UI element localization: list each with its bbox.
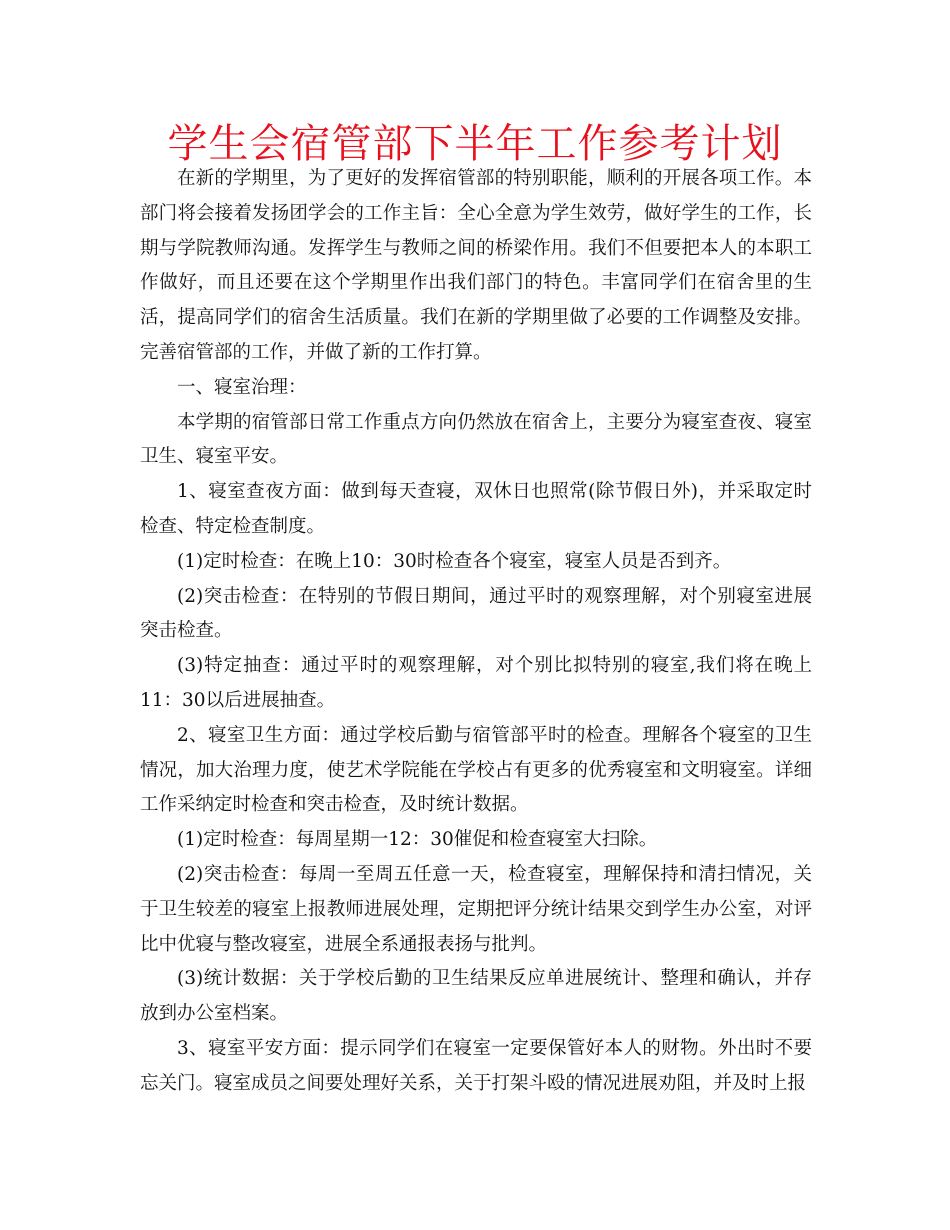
- paragraph-dorm-overview: 本学期的宿管部日常工作重点方向仍然放在宿舍上，主要分为寝室查夜、寝室卫生、寝室平安。: [140, 411, 812, 468]
- paragraph-night-check-spot: (3)特定抽查：通过平时的观察理解，对个别比拟特别的寝室,我们将在晚上11：30以后进展抽查。: [140, 655, 812, 711]
- paragraph-hygiene-surprise: (2)突击检查：每周一至周五任意一天，检查寝室，理解保持和清扫情况，关于卫生较差的寝室上报教师进展处理，定期把评分统计结果交到学生办公室，对评比中优寝与整改寝室，进展全系通报表扬与批判。: [140, 863, 812, 955]
- paragraph-night-check: 1、寝室查夜方面：做到每天查寝，双休日也照常(除节假日外)，并采取定时检查、特定检查制度。: [140, 481, 812, 537]
- paragraph-hygiene-scheduled: (1)定时检查：每周星期一12：30催促和检查寝室大扫除。: [177, 829, 658, 851]
- paragraph-safety: 3、寝室平安方面：提示同学们在寝室一定要保管好本人的财物。外出时不要忘关门。寝室成员之间要处理好关系，关于打架斗殴的情况进展劝阻，并及时上报: [140, 1037, 812, 1094]
- paragraph-night-check-surprise: (2)突击检查：在特别的节假日期间，通过平时的观察理解，对个别寝室进展突击检查。: [140, 585, 812, 642]
- document-body: [140, 162, 812, 1102]
- paragraph-hygiene: 2、寝室卫生方面：通过学校后勤与宿管部平时的检查。理解各个寝室的卫生情况，加大治理力度，使艺术学院能在学校占有更多的优秀寝室和文明寝室。详细工作采纳定时检查和突击检查，及时统计数据。: [140, 724, 812, 816]
- section-heading-dorm-management: 一、寝室治理：: [177, 376, 307, 398]
- paragraph-hygiene-statistics: (3)统计数据：关于学校后勤的卫生结果反应单进展统计、整理和确认，并存放到办公室档案。: [140, 968, 812, 1025]
- paragraph-night-check-scheduled: (1)定时检查：在晚上10：30时检查各个寝室，寝室人员是否到齐。: [177, 550, 732, 572]
- document-title: 学生会宿管部下半年工作参考计划: [167, 121, 783, 167]
- paragraph-intro: 在新的学期里，为了更好的发挥宿管部的特别职能，顺利的开展各项工作。本部门将会接着发扬团学会的工作主旨：全心全意为学生效劳，做好学生的工作，长期与学院教师沟通。发挥学生与教师之间的桥梁作用。我们不但要把本人的本职工作做好，而且还要在这个学期里作出我们部门的特色。丰富同学们在宿舍里的生活，提高同学们的宿舍生活质量。我们在新的学期里做了必要的工作调整及安排。完善宿管部的工作，并做了新的工作打算。: [140, 168, 812, 363]
